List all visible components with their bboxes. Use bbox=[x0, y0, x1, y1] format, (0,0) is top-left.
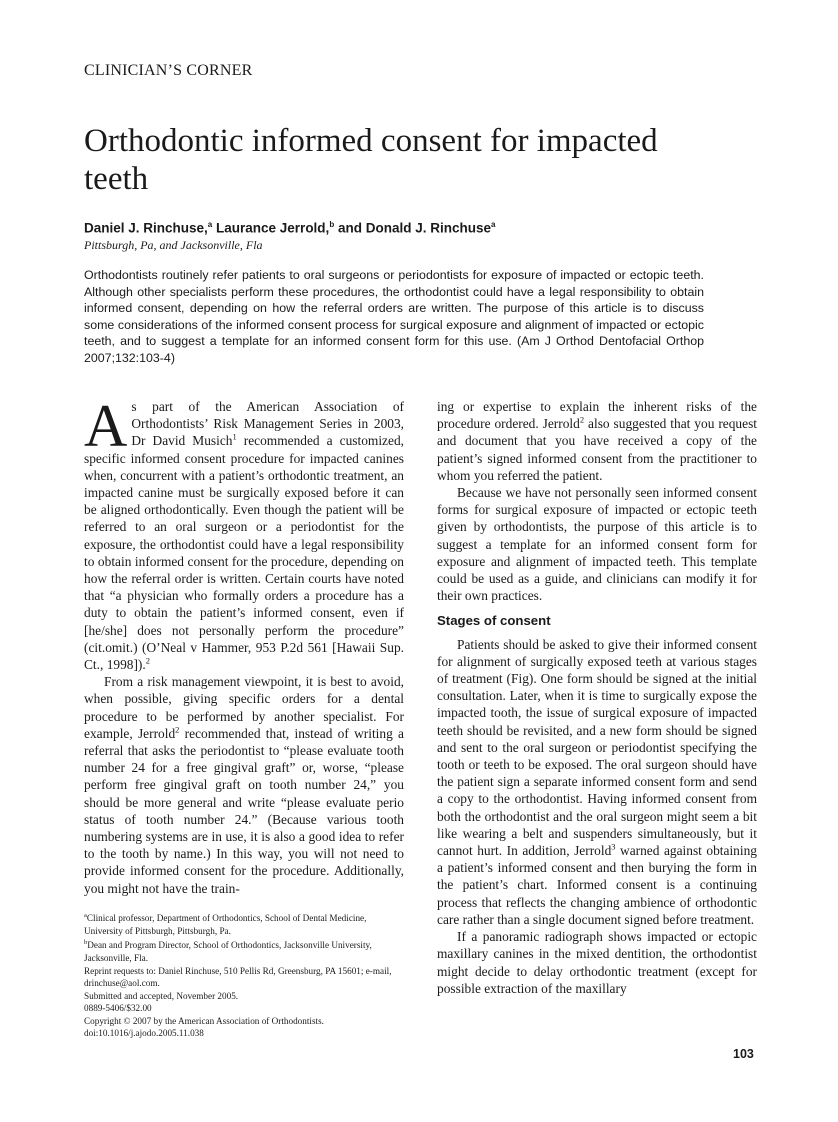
body-paragraph bbox=[84, 673, 404, 897]
author-affiliation-mark: b bbox=[329, 220, 335, 229]
body-paragraph bbox=[437, 398, 757, 484]
footnote-mark: b bbox=[84, 939, 88, 947]
paragraph-text: ing or expertise to explain the inherent risks of the procedure ordered. Jerrold bbox=[437, 399, 757, 432]
body-column-right bbox=[437, 398, 757, 997]
footnote-mark: a bbox=[84, 912, 87, 919]
paragraph-text: s part of the American Association of Orthodontists’ Risk Management Series in 2003, Dr David Musich bbox=[131, 399, 404, 449]
footnote bbox=[84, 937, 404, 964]
article-title: Orthodontic informed consent for impacted teeth bbox=[84, 123, 658, 197]
citation-mark: 2 bbox=[175, 724, 180, 735]
paragraph-text: From a risk management viewpoint, it is best to avoid, when possible, giving specific orders for a dental procedure to be performed by another specialist. For example, Jerrold bbox=[84, 674, 404, 741]
citation-mark: 1 bbox=[232, 431, 237, 442]
submission-info: Submitted and accepted, November 2005. bbox=[84, 990, 239, 1001]
footnote bbox=[84, 910, 404, 937]
footnote-text: Dean and Program Director, School of Orthodontics, Jacksonville University, Jacksonville, Fla. bbox=[84, 940, 372, 963]
paragraph-text: recommended a customized, specific informed consent procedure for impacted canines when, concurrent with a patient’s orthodontic treatment, an impacted canine must be surgically exposed before it can be aligned orthodontically. Even though the patient will be referred to an oral surgeon or a periodontist for the exposure, the orthodontist could have a legal responsibility to obtain informed consent for the procedure, depending on how the referral order is written. Certain courts have noted that “a physician who formally orders a procedure has a duty to obtain the patient’s informed consent, even if [he/she] does not personally perform the procedure” (cit.omit.) (O’Neal v Hammer, 953 P.2d 561 [Hawaii Sup. Ct., 1998]). bbox=[84, 433, 404, 673]
body-paragraph: Because we have not personally seen informed consent forms for surgical exposure of impacted or ectopic teeth given by orthodontists, the purpose of this article is to suggest a template for an informed consent form for exposure and alignment of impacted teeth. This template could be used as a guide, and clinicians can modify it for their own practices. bbox=[437, 485, 757, 604]
author-name: Daniel J. Rinchuse, bbox=[84, 220, 208, 236]
paragraph-text: warned against obtaining a patient’s informed consent and then burying the form in the patient’s chart. Informed consent is a continuing process that reflects the changing ambience of orthodontic care rather than a single document signed before treatment. bbox=[437, 843, 757, 927]
author-affiliation: Pittsburgh, Pa, and Jacksonville, Fla bbox=[84, 238, 263, 252]
author-name: and Donald J. Rinchuse bbox=[337, 220, 491, 236]
author-name: Laurance Jerrold, bbox=[216, 220, 330, 236]
body-paragraph bbox=[84, 393, 404, 673]
section-heading: Stages of consent bbox=[437, 613, 551, 629]
copyright: Copyright © 2007 by the American Association of Orthodontists. bbox=[84, 1015, 324, 1026]
body-paragraph bbox=[437, 636, 757, 928]
body-column-left bbox=[84, 393, 404, 897]
author-affiliation-mark: a bbox=[491, 220, 496, 229]
body-paragraph: If a panoramic radiograph shows impacted or ectopic maxillary canines in the mixed dentition, the orthodontist might decide to delay orthodontic treatment (except for possible extraction of the maxillary bbox=[437, 929, 757, 996]
abstract: Orthodontists routinely refer patients to oral surgeons or periodontists for exposure of impacted or ectopic teeth. Although other specialists perform these procedures, the orthodontist could have a legal responsibility to obtain informed consent, depending on how the referral orders are written. The purpose of this article is to discuss some considerations of the informed consent process for surgical exposure and alignment of impacted or ectopic teeth, and to suggest a template for an informed consent form for this use. (Am J Orthod Dentofacial Orthop 2007;132:103-4) bbox=[84, 268, 704, 365]
section-label: CLINICIAN’S CORNER bbox=[84, 62, 253, 79]
issn: 0889-5406/$32.00 bbox=[84, 1003, 152, 1014]
footnote-text: Clinical professor, Department of Orthodontics, School of Dental Medicine, University of Pittsburgh, Pittsburgh, Pa. bbox=[84, 913, 367, 936]
paragraph-text: also suggested that you request and document that you have received a copy of the patient’s signed informed consent from the practitioner to whom you referred the patient. bbox=[437, 416, 758, 483]
citation-mark: 2 bbox=[145, 655, 150, 666]
citation-mark: 2 bbox=[579, 414, 585, 425]
paragraph-text: recommended that, instead of writing a referral that asks the periodontist to “please evaluate tooth number 24 for a free gingival graft” or, worse, “please perform free gingival graft on tooth number 24,” you should be more general and write “please evaluate perio status of tooth number 24.” (Because various tooth numbering systems are in use, it is also a good idea to refer to the tooth by name.) In this way, you will not need to provide informed consent for the procedure. Additionally, you might not have the train- bbox=[84, 725, 404, 896]
paragraph-text: Patients should be asked to give their informed consent for alignment of surgically exposed teeth at various stages of treatment (Fig). One form should be signed at the initial consultation. Later, when it is time to surgically expose the impacted tooth, the issue of surgical exposure of impacted teeth should be revisited, and a new form should be signed and sent to the oral surgeon or periodontist specifying the tooth or teeth to be exposed. The oral surgeon should have the patient sign a separate informed consent form and send a copy to the orthodontist. Having informed consent from both the orthodontist and the oral surgeon might seem a bit like wearing a belt and suspenders simultaneously, but it cannot hurt. In addition, Jerrold bbox=[437, 636, 757, 859]
citation-mark: 3 bbox=[611, 841, 616, 852]
drop-cap: A bbox=[84, 393, 128, 459]
author-affiliation-mark: a bbox=[207, 220, 213, 229]
doi: doi:10.1016/j.ajodo.2005.11.038 bbox=[84, 1028, 204, 1039]
page-number: 103 bbox=[733, 1047, 754, 1061]
author-list bbox=[84, 220, 495, 236]
reprint-info: Reprint requests to: Daniel Rinchuse, 510 Pellis Rd, Greensburg, PA 15601; e-mail, drinchuse@aol.com. bbox=[84, 965, 392, 989]
footnotes bbox=[84, 910, 404, 1040]
